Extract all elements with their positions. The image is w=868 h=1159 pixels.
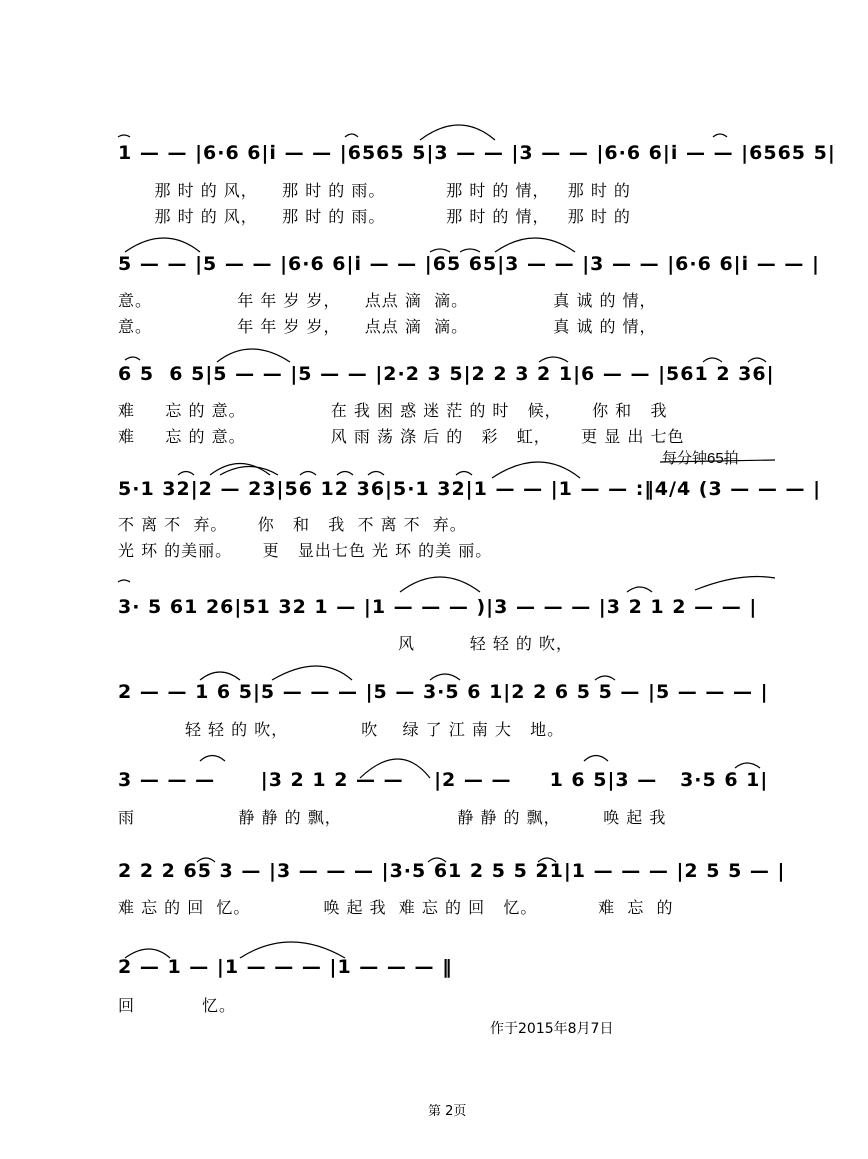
notation-line-7: 3 — — — |3 2 1 2 — — |2 — — 1 6 5|3 — 3·5 6 1| — [118, 769, 769, 791]
notation-line-5: 3· 5 61 26|51 32 1 — |1 — — — )|3 — — — |3 2 1 2 — — | — [118, 596, 758, 618]
notation-line-6: 2 — — 1 6 5|5 — — — |5 — 3·5 6 1|2 2 6 5 5 — |5 — — — | — [118, 681, 769, 703]
notation-line-4: 5·1 32|2 — 23|56 12 36|5·1 32|1 — — |1 — — :‖4/4 (3 — — — | — [118, 478, 822, 500]
lyric-line-2b: 意。 年 年 岁 岁， 点点 滴 滴。 真 诚 的 情， — [118, 317, 657, 336]
page-number: 第 2页 — [428, 1104, 467, 1119]
notation-line-1: 1 — — |6·6 6|i̇ — — |6565 5|3 — — |3 — — |6·6 6|i̇ — — |6565 5| — [118, 142, 836, 164]
lyric-line-2a: 意。 年 年 岁 岁， 点点 滴 滴。 真 诚 的 情， — [118, 291, 657, 310]
lyric-line-8: 难 忘 的 回 忆。 唤 起 我 难 忘 的 回 忆。 难 忘 的 — [118, 898, 674, 917]
lyric-line-1b: 那 时 的 风， 那 时 的 雨。 那 时 的 情， 那 时 的 — [118, 207, 631, 226]
tempo-marking: 每分钟65拍 — [662, 450, 739, 467]
lyric-line-6: 轻 轻 的 吹， 吹 绿 了 江 南 大 地。 — [118, 720, 565, 739]
lyric-line-7: 雨 静 静 的 飘， 静 静 的 飘， 唤 起 我 — [118, 808, 667, 827]
notation-line-8: 2 2 2 65 3 — |3 — — — |3·5 61 2 5 5 21|1 — — — |2 5 5 — | — [118, 860, 786, 882]
lyric-line-9: 回 忆。 — [118, 996, 236, 1015]
lyric-line-4b: 光 环 的美丽。 更 显出七色 光 环 的美 丽。 — [118, 541, 493, 560]
lyric-line-3b: 难 忘 的 意。 风 雨 荡 涤 后 的 彩 虹， 更 显 出 七色 — [118, 427, 685, 446]
lyric-line-1a: 那 时 的 风， 那 时 的 雨。 那 时 的 情， 那 时 的 — [118, 181, 631, 200]
lyric-line-5: 风 轻 轻 的 吹， — [118, 634, 573, 653]
lyric-line-4a: 不 离 不 弃。 你 和 我 不 离 不 弃。 — [118, 515, 467, 534]
notation-line-2: 5 — — |5 — — |6·6 6|i̇ — — |65 65|3 — — |3 — — |6·6 6|i̇ — — | — [118, 253, 820, 275]
composition-date: 作于2015年8月7日 — [490, 1021, 614, 1037]
notation-line-3: 6 5 6 5|5 — — |5 — — |2·2 3 5|2 2 3 2 1|6 — — |561 2 36| — [118, 363, 775, 385]
lyric-line-3a: 难 忘 的 意。 在 我 困 惑 迷 茫 的 时 候， 你 和 我 — [118, 401, 668, 420]
notation-line-9: 2 — 1 — |1 — — — |1 — — — ‖ — [118, 956, 453, 978]
